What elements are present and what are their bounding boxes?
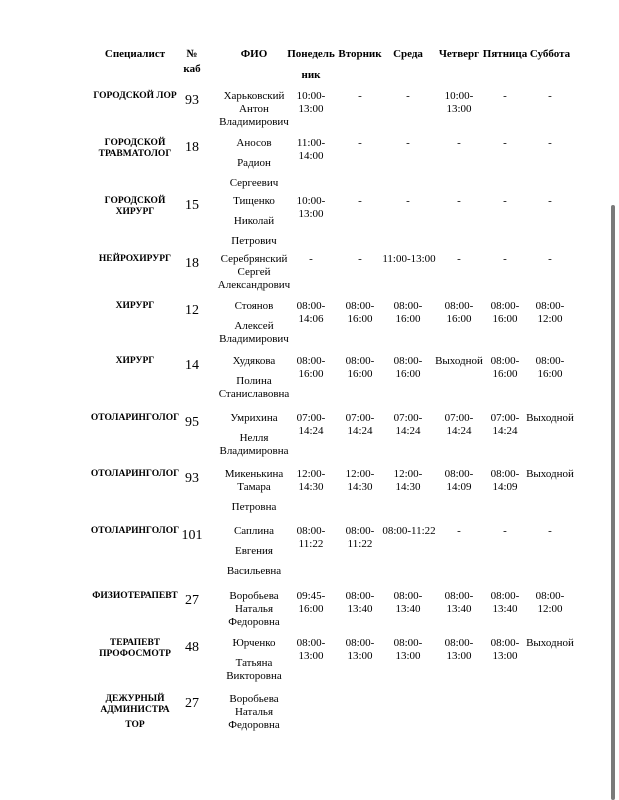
schedule-cell-day-5: -	[548, 525, 552, 537]
doctor-name-line: Юрченко	[232, 637, 276, 649]
schedule-cell-day-3: -	[457, 253, 461, 265]
header-room-line1: №	[186, 48, 198, 60]
schedule-cell-day-4: 08:00- 14:09	[490, 468, 520, 493]
room-number: 95	[185, 415, 199, 430]
specialist-label: ХИРУРГ	[115, 301, 155, 311]
schedule-cell-day-1: 08:00- 13:40	[345, 590, 375, 615]
doctor-name-line: Нелля	[239, 432, 269, 444]
schedule-cell-day-3: 08:00- 13:40	[444, 590, 474, 615]
header-friday: Пятница	[482, 48, 528, 60]
schedule-cell-day-4: 08:00- 16:00	[490, 300, 520, 325]
doctor-name-line: Наталья	[234, 706, 274, 718]
specialist-label: ФИЗИОТЕРАПЕВТ	[92, 591, 178, 601]
doctor-name-line: Петровна	[231, 501, 277, 513]
schedule-cell-day-3: 08:00- 13:00	[444, 637, 474, 662]
specialist-label: ОТОЛАРИНГОЛОГ	[90, 469, 180, 479]
doctor-name-line: Микенькина	[224, 468, 284, 480]
doctor-name-line: Васильевна	[226, 565, 282, 577]
schedule-cell-day-1: 12:00- 14:30	[345, 468, 375, 493]
room-number: 48	[185, 640, 199, 655]
specialist-label: НЕЙРОХИРУРГ	[98, 254, 172, 264]
schedule-cell-day-4: 08:00- 13:40	[490, 590, 520, 615]
schedule-cell-day-5: -	[548, 90, 552, 102]
schedule-cell-day-3: -	[457, 195, 461, 207]
schedule-cell-day-2: -	[406, 90, 410, 102]
schedule-cell-day-5: -	[548, 253, 552, 265]
room-number: 18	[185, 140, 199, 155]
doctor-name-line: Алексей	[234, 320, 274, 332]
doctor-name-line: Татьяна	[235, 657, 273, 669]
schedule-cell-day-2: 07:00- 14:24	[393, 412, 423, 437]
doctor-name-line: Воробьева	[229, 590, 279, 602]
room-number: 14	[185, 358, 199, 373]
room-number: 18	[185, 256, 199, 271]
header-monday-line2: ник	[301, 69, 321, 81]
schedule-cell-day-1: 07:00- 14:24	[345, 412, 375, 437]
schedule-cell-day-0: 08:00- 14:06	[296, 300, 326, 325]
doctor-name-line: Николай	[233, 215, 275, 227]
doctor-name-line: Саплина	[233, 525, 275, 537]
doctor-name-line: Стоянов	[234, 300, 274, 312]
room-number: 93	[185, 93, 199, 108]
schedule-cell-day-1: 08:00- 16:00	[345, 300, 375, 325]
schedule-cell-day-3: -	[457, 137, 461, 149]
schedule-cell-day-4: -	[503, 525, 507, 537]
doctor-name-line: Викторовна	[226, 670, 282, 682]
doctor-name-line: Наталья	[234, 603, 274, 615]
schedule-cell-day-1: -	[358, 195, 362, 207]
schedule-cell-day-0: 08:00- 11:22	[296, 525, 326, 550]
doctor-name-line: Воробьева	[229, 693, 279, 705]
doctor-name-line: Федоровна	[228, 719, 280, 731]
header-room-line2: каб	[183, 63, 201, 75]
doctor-name-line: Станиславовна	[218, 388, 290, 400]
schedule-cell-day-0: 10:00- 13:00	[296, 90, 326, 115]
doctor-name-line: Федоровна	[228, 616, 280, 628]
specialist-label: АДМИНИСТРА	[100, 705, 170, 715]
schedule-cell-day-4: -	[503, 137, 507, 149]
doctor-name-line: Владимирович	[219, 333, 289, 345]
header-fio: ФИО	[240, 48, 268, 60]
header-saturday: Суббота	[529, 48, 571, 60]
schedule-cell-day-2: 08:00- 16:00	[393, 300, 423, 325]
schedule-cell-day-2: -	[406, 195, 410, 207]
doctor-name-line: Радион	[237, 157, 271, 169]
doctor-name-line: Умрихина	[230, 412, 278, 424]
doctor-name-line: Аносов	[236, 137, 272, 149]
doctor-name-line: Сергей	[237, 266, 271, 278]
schedule-cell-day-4: 08:00- 13:00	[490, 637, 520, 662]
room-number: 15	[185, 198, 199, 213]
schedule-cell-day-1: -	[358, 90, 362, 102]
doctor-name-line: Сергеевич	[229, 177, 279, 189]
doctor-name-line: Евгения	[235, 545, 273, 557]
specialist-label: ГОРОДСКОЙ	[104, 138, 166, 148]
doctor-name-line: Харьковский	[223, 90, 285, 102]
doctor-name-line: Владимировна	[219, 445, 289, 457]
header-specialist: Специалист	[104, 48, 166, 60]
schedule-cell-day-4: 07:00- 14:24	[490, 412, 520, 437]
scrollbar-thumb[interactable]	[611, 205, 615, 800]
room-number: 12	[185, 303, 199, 318]
schedule-cell-day-2: -	[406, 137, 410, 149]
header-thursday: Четверг	[438, 48, 480, 60]
schedule-cell-day-3: -	[457, 525, 461, 537]
schedule-cell-day-2: 08:00- 13:00	[393, 637, 423, 662]
header-wednesday: Среда	[393, 48, 423, 60]
doctor-name-line: Худякова	[232, 355, 276, 367]
header-monday-line1: Понедель	[287, 48, 335, 60]
doctor-name-line: Александрович	[217, 279, 291, 291]
doctor-name-line: Антон	[239, 103, 269, 115]
schedule-cell-day-0: 07:00- 14:24	[296, 412, 326, 437]
doctor-name-line: Тамара	[237, 481, 271, 493]
schedule-cell-day-0: -	[309, 253, 313, 265]
schedule-cell-day-2: 12:00- 14:30	[393, 468, 423, 493]
schedule-cell-day-5: -	[548, 137, 552, 149]
doctor-name-line: Полина	[236, 375, 272, 387]
schedule-cell-day-4: -	[503, 253, 507, 265]
specialist-label: ХИРУРГ	[115, 356, 155, 366]
doctor-name-line: Тищенко	[233, 195, 275, 207]
schedule-cell-day-0: 10:00- 13:00	[296, 195, 326, 220]
schedule-cell-day-4: -	[503, 195, 507, 207]
schedule-cell-day-5: Выходной	[526, 637, 574, 649]
schedule-cell-day-5: Выходной	[526, 468, 574, 480]
schedule-cell-day-0: 08:00- 16:00	[296, 355, 326, 380]
specialist-label: ДЕЖУРНЫЙ	[105, 694, 165, 704]
specialist-label: ГОРОДСКОЙ ЛОР	[93, 91, 177, 101]
specialist-label: ПРОФОСМОТР	[99, 649, 171, 659]
schedule-cell-day-5: Выходной	[526, 412, 574, 424]
schedule-cell-day-0: 08:00- 13:00	[296, 637, 326, 662]
scrollbar-track[interactable]	[605, 0, 619, 800]
room-number: 27	[185, 696, 199, 711]
schedule-cell-day-0: 09:45- 16:00	[296, 590, 326, 615]
schedule-cell-day-0: 11:00- 14:00	[296, 137, 326, 162]
specialist-label: ХИРУРГ	[115, 207, 155, 217]
schedule-cell-day-3: 08:00- 14:09	[444, 468, 474, 493]
schedule-cell-day-2: 11:00-13:00	[382, 253, 436, 265]
specialist-label: ТРАВМАТОЛОГ	[98, 149, 172, 159]
schedule-cell-day-1: -	[358, 137, 362, 149]
schedule-cell-day-1: 08:00- 13:00	[345, 637, 375, 662]
schedule-cell-day-2: 08:00- 16:00	[393, 355, 423, 380]
room-number: 101	[181, 528, 203, 543]
header-tuesday: Вторник	[338, 48, 382, 60]
schedule-cell-day-3: Выходной	[435, 355, 483, 367]
schedule-cell-day-1: -	[358, 253, 362, 265]
schedule-cell-day-1: 08:00- 16:00	[345, 355, 375, 380]
specialist-label: ОТОЛАРИНГОЛОГ	[90, 526, 180, 536]
schedule-cell-day-0: 12:00- 14:30	[296, 468, 326, 493]
room-number: 93	[185, 471, 199, 486]
specialist-label: ТОР	[125, 720, 145, 730]
room-number: 27	[185, 593, 199, 608]
doctor-name-line: Владимирович	[219, 116, 289, 128]
specialist-label: ОТОЛАРИНГОЛОГ	[90, 413, 180, 423]
doctor-name-line: Петрович	[231, 235, 277, 247]
schedule-cell-day-4: 08:00- 16:00	[490, 355, 520, 380]
schedule-cell-day-5: 08:00- 16:00	[535, 355, 565, 380]
schedule-cell-day-2: 08:00- 13:40	[393, 590, 423, 615]
specialist-label: ТЕРАПЕВТ	[109, 638, 161, 648]
specialist-label: ГОРОДСКОЙ	[104, 196, 166, 206]
schedule-cell-day-3: 08:00- 16:00	[444, 300, 474, 325]
schedule-cell-day-3: 10:00- 13:00	[444, 90, 474, 115]
schedule-cell-day-5: -	[548, 195, 552, 207]
schedule-cell-day-3: 07:00- 14:24	[444, 412, 474, 437]
schedule-cell-day-5: 08:00- 12:00	[535, 590, 565, 615]
schedule-cell-day-2: 08:00-11:22	[382, 525, 436, 537]
doctor-name-line: Серебрянский	[220, 253, 288, 265]
schedule-cell-day-5: 08:00- 12:00	[535, 300, 565, 325]
schedule-cell-day-1: 08:00- 11:22	[345, 525, 375, 550]
schedule-cell-day-4: -	[503, 90, 507, 102]
